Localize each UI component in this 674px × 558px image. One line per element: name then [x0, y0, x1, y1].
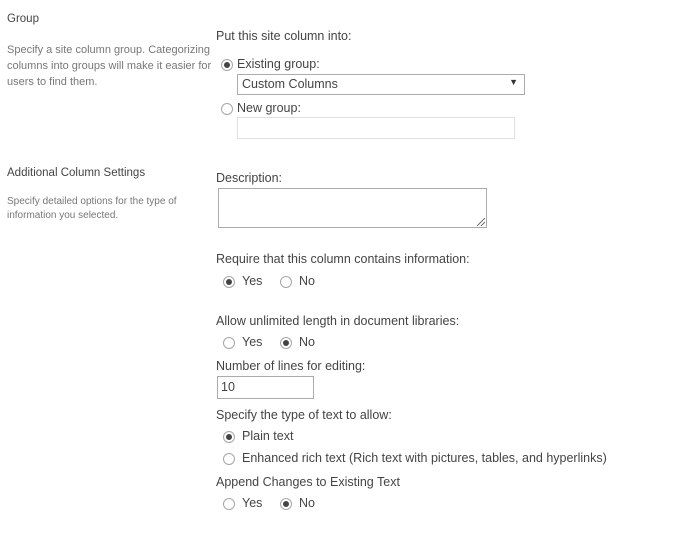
lines-label: Number of lines for editing: [216, 359, 366, 373]
require-no-label: No [299, 274, 315, 288]
chevron-down-icon: ▼ [509, 77, 518, 87]
new-group-label: New group: [237, 101, 301, 115]
existing-group-select-value: Custom Columns [242, 77, 338, 91]
group-section-description: Specify a site column group. Categorizing columns into groups will make it easier for users to find them. [7, 44, 212, 88]
append-label: Append Changes to Existing Text [216, 475, 400, 489]
existing-group-select[interactable] [237, 74, 525, 95]
plain-text-label: Plain text [242, 429, 294, 443]
require-yes-radio[interactable] [223, 276, 235, 288]
additional-settings-description: Specify detailed options for the type of information you selected. [7, 196, 177, 221]
existing-group-radio[interactable] [221, 59, 233, 71]
plain-text-radio[interactable] [223, 431, 235, 443]
unlimited-yes-radio[interactable] [223, 337, 235, 349]
description-textarea[interactable] [218, 188, 487, 228]
group-section-title: Group [7, 13, 39, 25]
append-yes-label: Yes [242, 496, 263, 510]
lines-input-value: 10 [221, 380, 235, 394]
new-group-radio[interactable] [221, 103, 233, 115]
additional-settings-title: Additional Column Settings [7, 167, 146, 179]
require-label: Require that this column contains information: [216, 252, 470, 266]
lines-input[interactable] [217, 376, 314, 399]
rich-text-label: Enhanced rich text (Rich text with pictures, tables, and hyperlinks) [242, 451, 607, 465]
rich-text-radio[interactable] [223, 453, 235, 465]
description-label: Description: [216, 171, 282, 185]
resize-grip-icon[interactable] [477, 218, 485, 226]
unlimited-no-radio[interactable] [280, 337, 292, 349]
text-type-label: Specify the type of text to allow: [216, 408, 392, 422]
require-yes-label: Yes [242, 274, 263, 288]
existing-group-label: Existing group: [237, 57, 320, 71]
append-no-radio[interactable] [280, 498, 292, 510]
group-prompt: Put this site column into: [216, 29, 352, 43]
unlimited-yes-label: Yes [242, 335, 263, 349]
require-no-radio[interactable] [280, 276, 292, 288]
append-yes-radio[interactable] [223, 498, 235, 510]
append-no-label: No [299, 496, 315, 510]
unlimited-no-label: No [299, 335, 315, 349]
new-group-input[interactable] [237, 117, 515, 139]
unlimited-length-label: Allow unlimited length in document libraries: [216, 314, 460, 328]
